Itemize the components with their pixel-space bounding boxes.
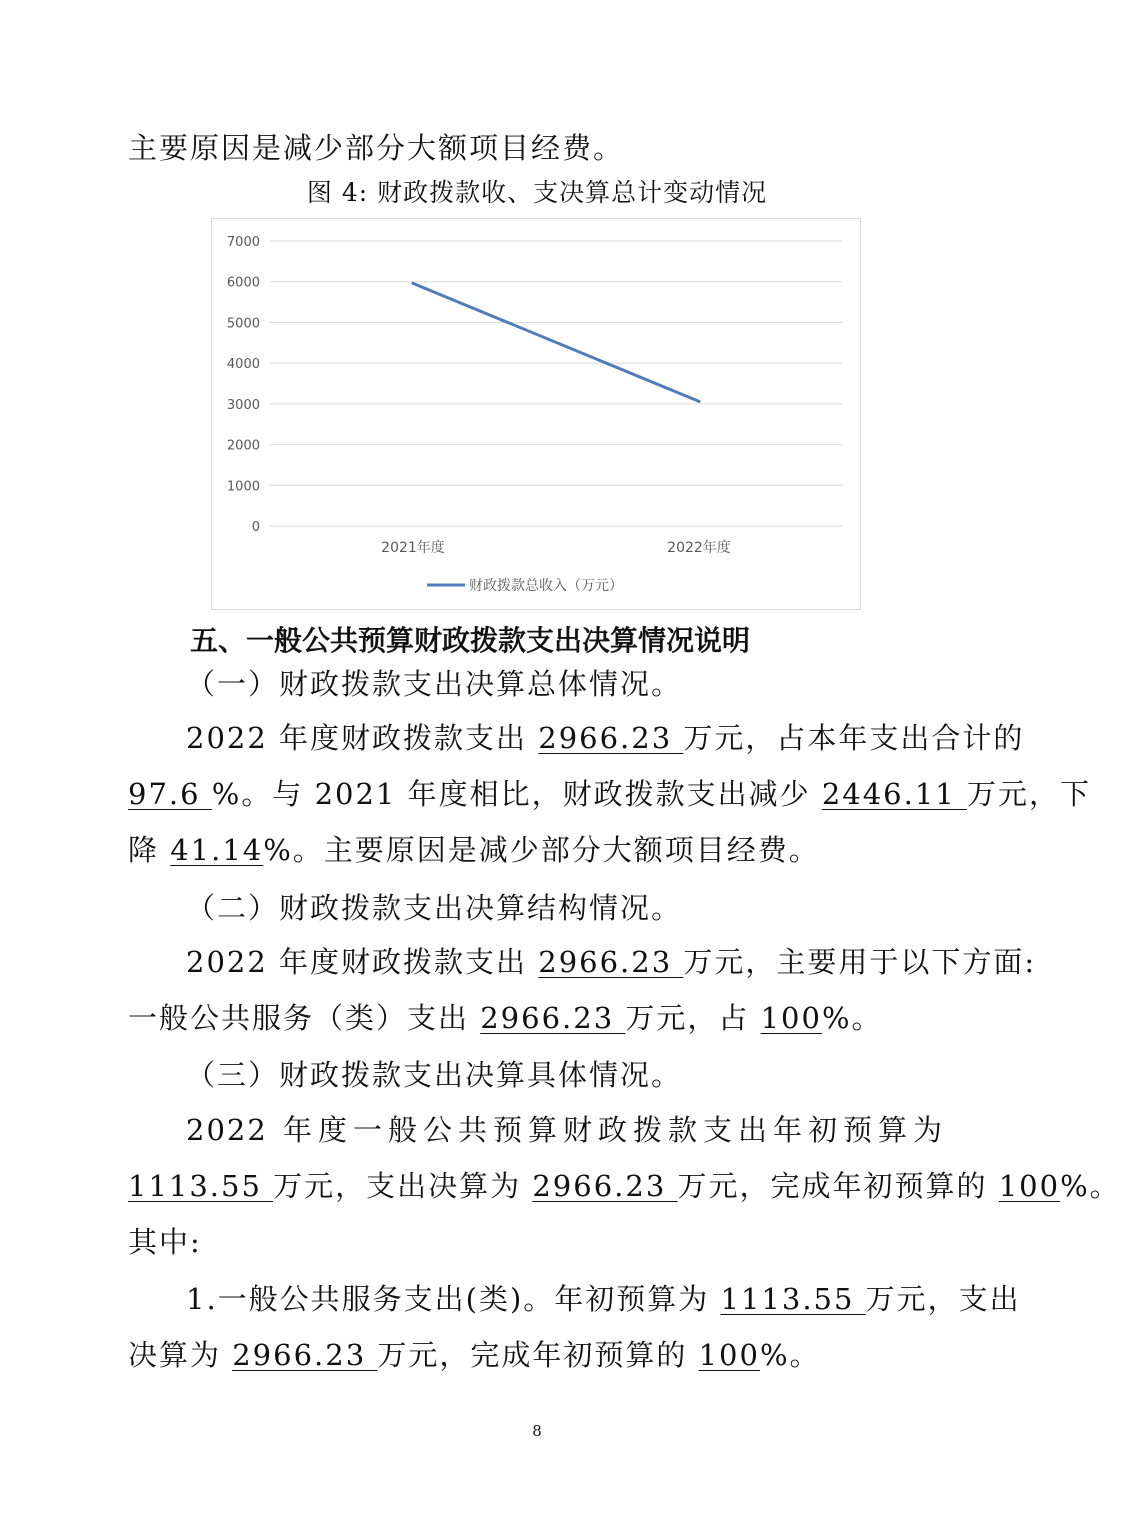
value: 1113.55 xyxy=(720,1282,866,1316)
y-tick-label: 6000 xyxy=(226,275,260,291)
line-chart xyxy=(211,218,861,610)
data-point xyxy=(412,282,415,285)
y-tick-label: 5000 xyxy=(226,316,260,332)
paragraph-2-line-1 xyxy=(186,942,1037,982)
value: 2966.23 xyxy=(480,1001,626,1035)
page-number: 8 xyxy=(532,1422,542,1440)
section-heading: 五、一般公共预算财政拨款支出决算情况说明 xyxy=(190,624,751,657)
paragraph-2-line-2 xyxy=(128,998,883,1038)
y-tick-label: 0 xyxy=(251,520,260,535)
text: 万元，占本年支出合计的 xyxy=(683,721,1025,755)
item-1-line-1 xyxy=(186,1279,1021,1319)
paragraph-3-line-1: 2022 年度一般公共预算财政拨款支出年初预算为 xyxy=(186,1113,944,1147)
paragraph-1-line-1 xyxy=(186,718,1025,758)
value: 2966.23 xyxy=(538,945,684,979)
text: 万元，占 xyxy=(625,1001,761,1035)
subsection-1-title: （一）财政拨款支出决算总体情况。 xyxy=(186,667,683,701)
value: 100 xyxy=(760,1001,822,1035)
item-1-line-2 xyxy=(128,1335,821,1375)
value: 2446.11 xyxy=(821,777,967,811)
value: 100 xyxy=(998,1169,1061,1203)
value: 100 xyxy=(698,1338,760,1372)
figure-title: 图 4: 财政拨款收、支决算总计变动情况 xyxy=(306,178,768,207)
legend-label: 财政拨款总收入（万元） xyxy=(469,578,623,594)
text: 一般公共服务（类）支出 xyxy=(128,1001,481,1035)
text: 万元，主要用于以下方面: xyxy=(683,945,1037,979)
text: 万元，支出决算为 xyxy=(273,1169,533,1203)
chart-canvas xyxy=(212,219,860,609)
text: %。 xyxy=(821,1001,883,1035)
series-line xyxy=(413,283,699,401)
y-tick-label: 4000 xyxy=(226,357,260,373)
x-tick-label: 2022年度 xyxy=(667,540,731,556)
paragraph-1-line-3 xyxy=(128,830,820,870)
text: 降 xyxy=(128,833,171,867)
intro-line: 主要原因是减少部分大额项目经费。 xyxy=(128,131,625,165)
text: 2022 年度财政拨款支出 xyxy=(186,721,539,755)
x-tick-label: 2021年度 xyxy=(381,540,445,556)
text: %。 xyxy=(759,1338,821,1372)
text: 2022 年度财政拨款支出 xyxy=(186,945,539,979)
text: %。与 2021 年度相比，财政拨款支出减少 xyxy=(211,777,822,811)
text: 万元，完成年初预算的 xyxy=(677,1169,999,1203)
data-point xyxy=(698,400,701,403)
value: 1113.55 xyxy=(128,1169,274,1203)
text: 万元，支出 xyxy=(865,1282,1021,1316)
y-tick-label: 3000 xyxy=(226,397,260,413)
text: 万元，完成年初预算的 xyxy=(377,1338,699,1372)
text: 决算为 xyxy=(128,1338,233,1372)
y-tick-label: 7000 xyxy=(226,235,260,250)
value: 2966.23 xyxy=(532,1169,678,1203)
text: 1.一般公共服务支出(类)。年初预算为 xyxy=(186,1282,721,1316)
text: %。 xyxy=(1060,1169,1121,1203)
paragraph-3-line-2 xyxy=(128,1166,1121,1206)
paragraph-3-line-3: 其中: xyxy=(128,1225,202,1259)
subsection-2-title: （二）财政拨款支出决算结构情况。 xyxy=(186,891,683,925)
value: 97.6 xyxy=(128,777,212,811)
y-tick-label: 1000 xyxy=(226,479,260,495)
text: 万元，下 xyxy=(966,777,1091,811)
paragraph-1-line-2 xyxy=(128,774,1091,814)
value: 2966.23 xyxy=(232,1338,378,1372)
subsection-3-title: （三）财政拨款支出决算具体情况。 xyxy=(186,1058,683,1092)
text: %。主要原因是减少部分大额项目经费。 xyxy=(263,833,820,867)
y-tick-label: 2000 xyxy=(226,438,260,454)
value: 2966.23 xyxy=(538,721,684,755)
value: 41.14 xyxy=(170,833,264,867)
